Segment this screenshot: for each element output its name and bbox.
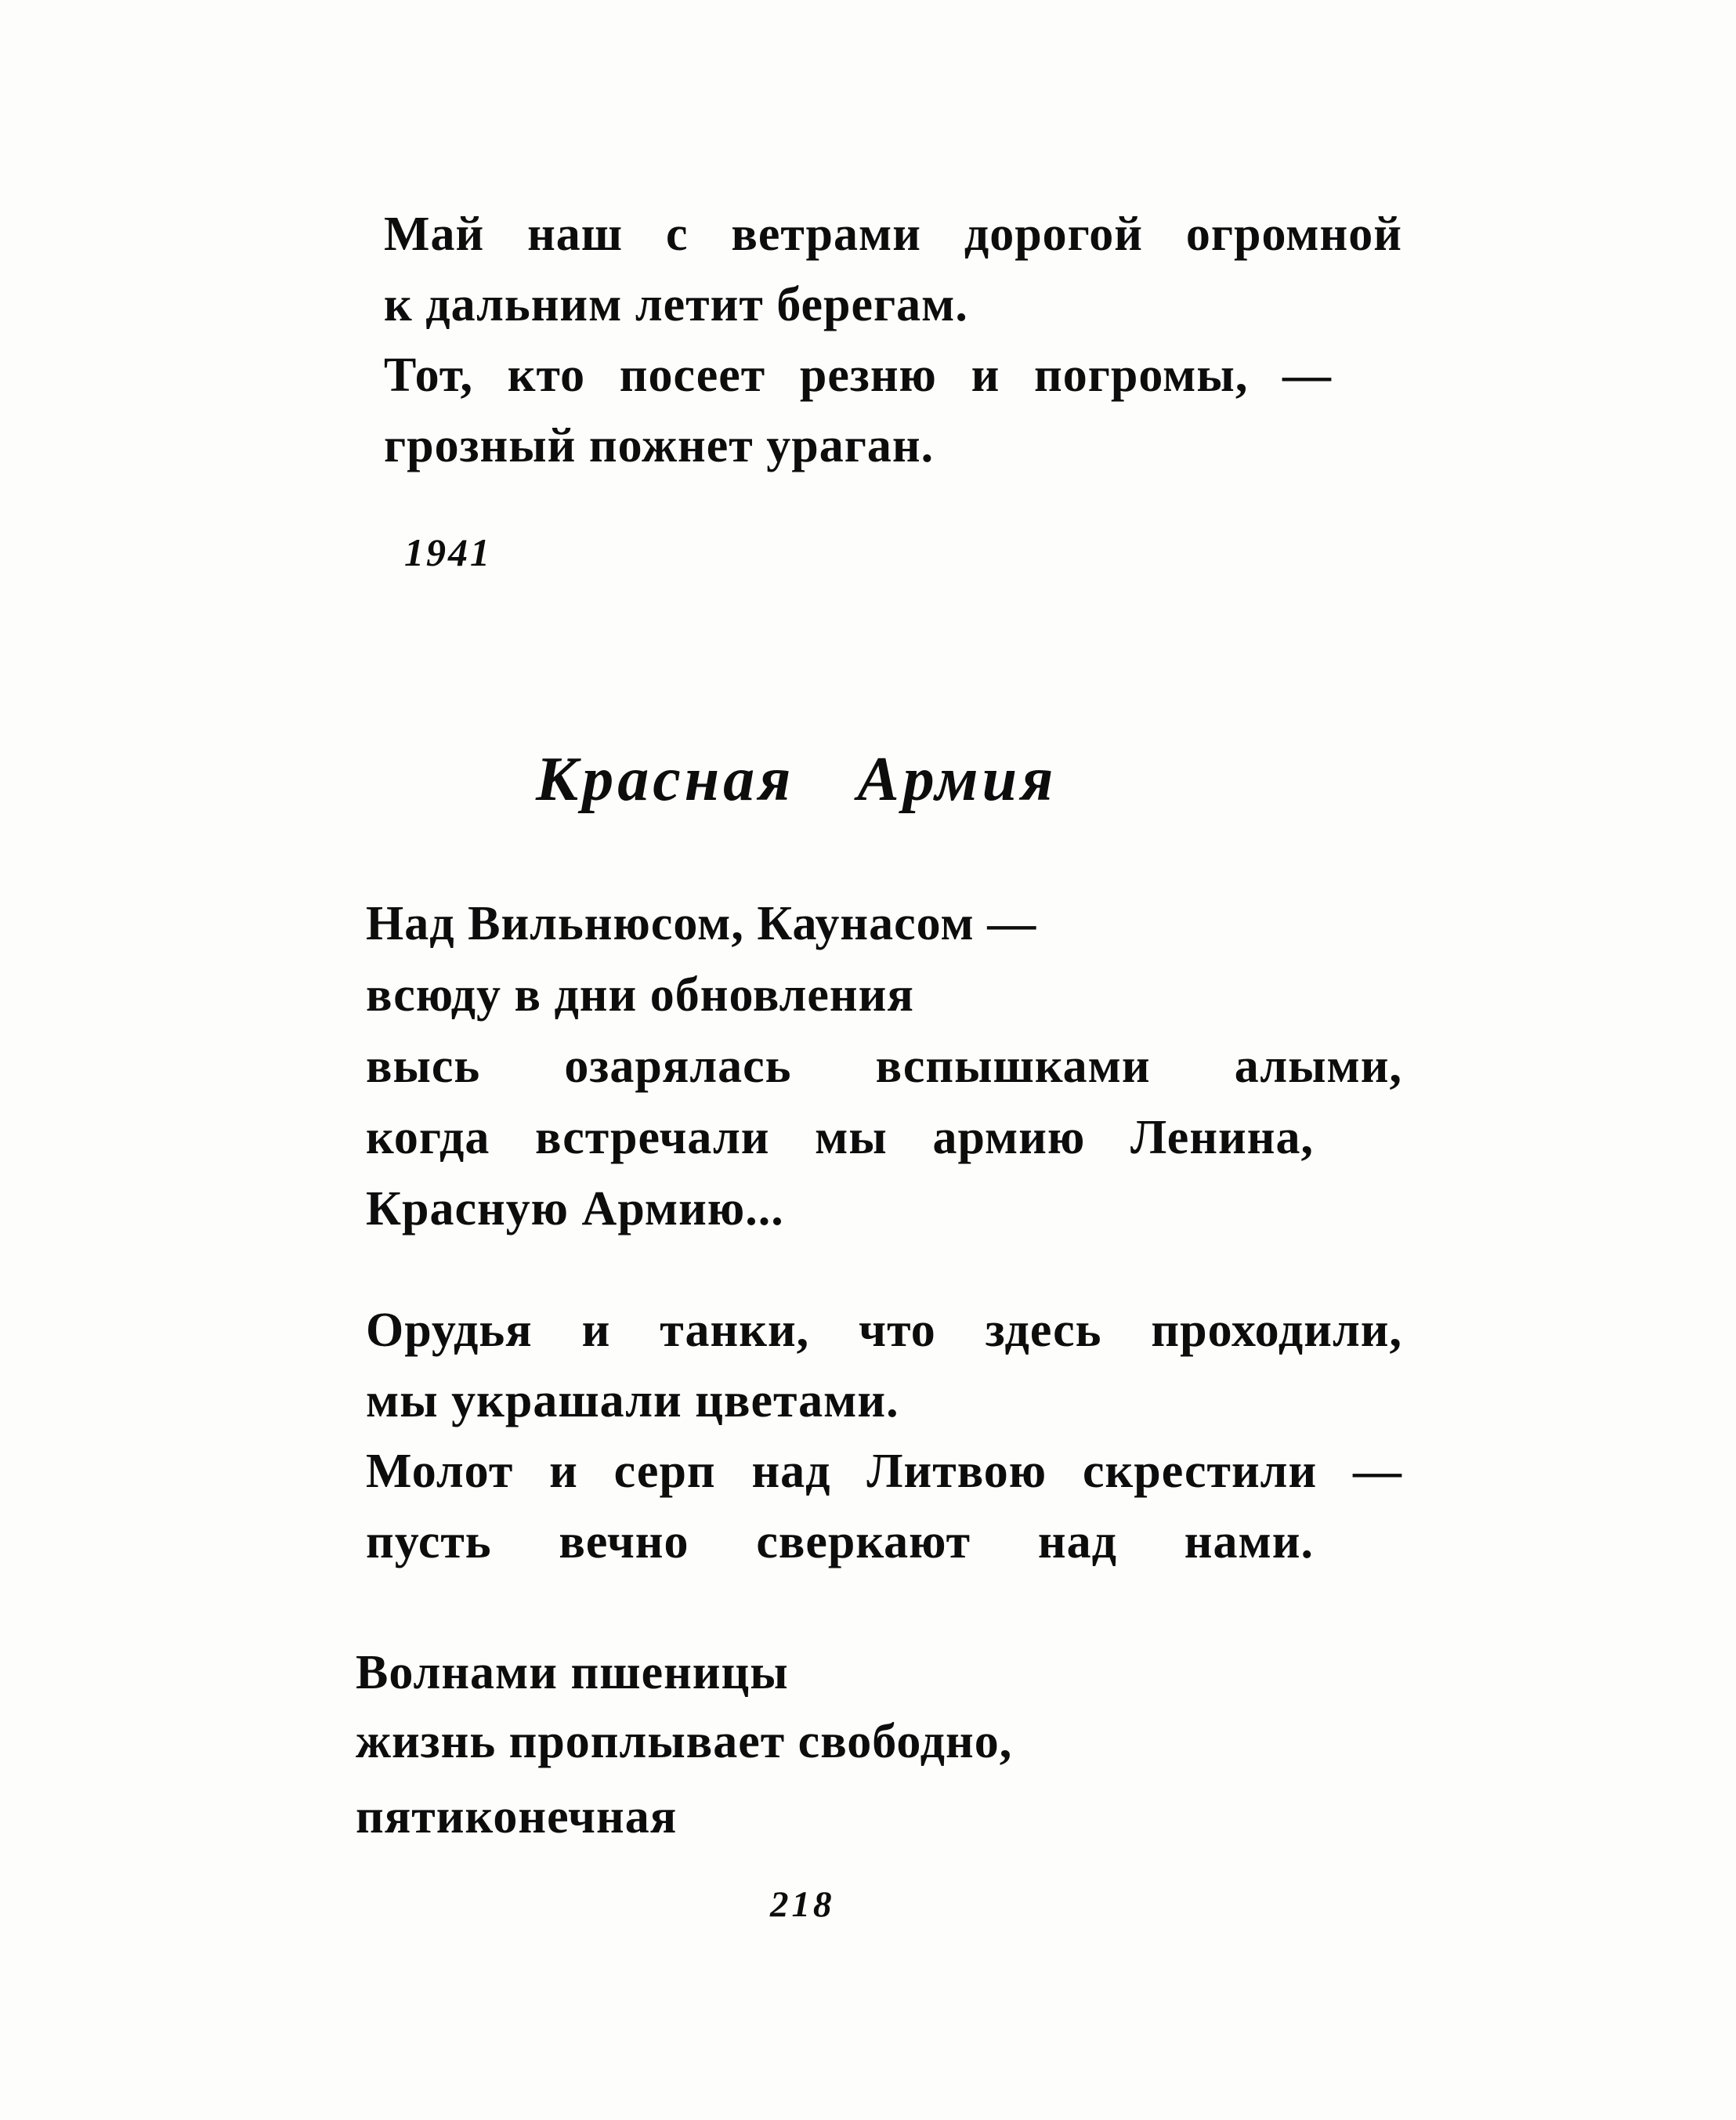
poem-stanza — [366, 1295, 1402, 1577]
poem-title: Красная Армия — [536, 745, 1058, 814]
poem-line: Май наш с ветрами дорогой огромной — [384, 208, 1402, 261]
poem-line: Волнами пшеницы — [356, 1646, 789, 1699]
poem-line: когда встречали мы армию Ленина, — [366, 1111, 1314, 1164]
page-number: 218 — [770, 1884, 835, 1925]
poem-line: высь озарялась вспышками алыми, — [366, 1040, 1402, 1093]
poem-date: 1941 — [404, 530, 492, 574]
poem-line: всюду в дни обновления — [366, 968, 914, 1022]
poem-line: пусть вечно сверкают над нами. — [366, 1515, 1314, 1568]
poem-stanza — [366, 888, 1402, 1245]
poem-line: Орудья и танки, что здесь проходили, — [366, 1304, 1402, 1357]
poem-line: пятиконечная — [356, 1790, 678, 1843]
poem-line: Тот, кто посеет резню и погромы, — — [384, 349, 1332, 402]
poem-line: Красную Армию... — [366, 1182, 784, 1235]
poem-line: жизнь проплывает свободно, — [356, 1715, 1013, 1768]
poem-line: грозный пожнет ураган. — [384, 419, 935, 472]
poem-line: Молот и серп над Литвою скрестили — — [366, 1445, 1402, 1498]
poem-line: мы украшали цветами. — [366, 1374, 899, 1427]
poem-stanza — [356, 1638, 1402, 1776]
poem-line: к дальним летит берегам. — [384, 278, 968, 331]
poem-ending-stanza — [384, 199, 1402, 481]
poem-line: Над Вильнюсом, Каунасом — — [366, 897, 1037, 950]
